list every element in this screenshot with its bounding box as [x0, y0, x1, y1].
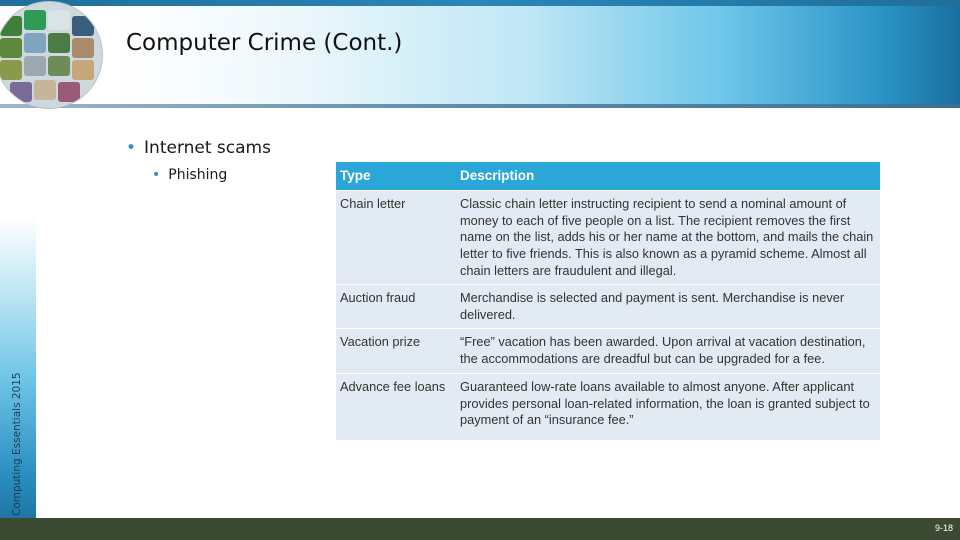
sidebar-caption: Computing Essentials 2015: [11, 372, 23, 516]
table-row: [336, 373, 880, 441]
header-divider: [0, 104, 960, 108]
table-row: [336, 328, 880, 374]
column-header-description: Description: [460, 168, 535, 183]
bullet-text: Phishing: [168, 167, 228, 183]
bullet-level-2: [152, 167, 227, 183]
cell-type: Vacation prize: [340, 334, 421, 349]
cell-description: Merchandise is selected and payment is sent. Merchandise is never delivered.: [460, 290, 845, 322]
cell-type: Advance fee loans: [340, 379, 446, 394]
bullet-level-1: [126, 138, 271, 158]
page-number: 9-18: [934, 523, 953, 533]
bullet-dot-icon: •: [126, 138, 137, 158]
cell-type: Auction fraud: [340, 290, 416, 305]
footer-bar: [0, 518, 960, 540]
cell-type: Chain letter: [340, 196, 406, 211]
cell-description: Classic chain letter instructing recipient to send a nominal amount of money to each of five people on a list. The recipient removes the first name on the list, adds his or her name at the bottom, and mails the chain letter to five friends. This is also known as a pyramid scheme. Almost all chain letters are fraudulent and illegal.: [460, 196, 874, 278]
cell-description: Guaranteed low-rate loans available to almost anyone. After applicant provides personal loan-related information, the loan is granted subject to payment of an “insurance fee.”: [460, 379, 870, 428]
column-header-type: Type: [340, 168, 371, 183]
table-row: [336, 190, 880, 285]
globe-logo-icon: [0, 2, 102, 108]
cell-description: “Free” vacation has been awarded. Upon arrival at vacation destination, the accommodations are dreadful but can be upgraded for a fee.: [460, 334, 866, 366]
table-row: [336, 284, 880, 329]
bullet-text: Internet scams: [144, 138, 271, 158]
slide-title: Computer Crime (Cont.): [126, 30, 403, 56]
bullet-dot-icon: •: [152, 167, 161, 183]
table-header: [336, 162, 880, 190]
internet-scams-table: [336, 162, 880, 440]
